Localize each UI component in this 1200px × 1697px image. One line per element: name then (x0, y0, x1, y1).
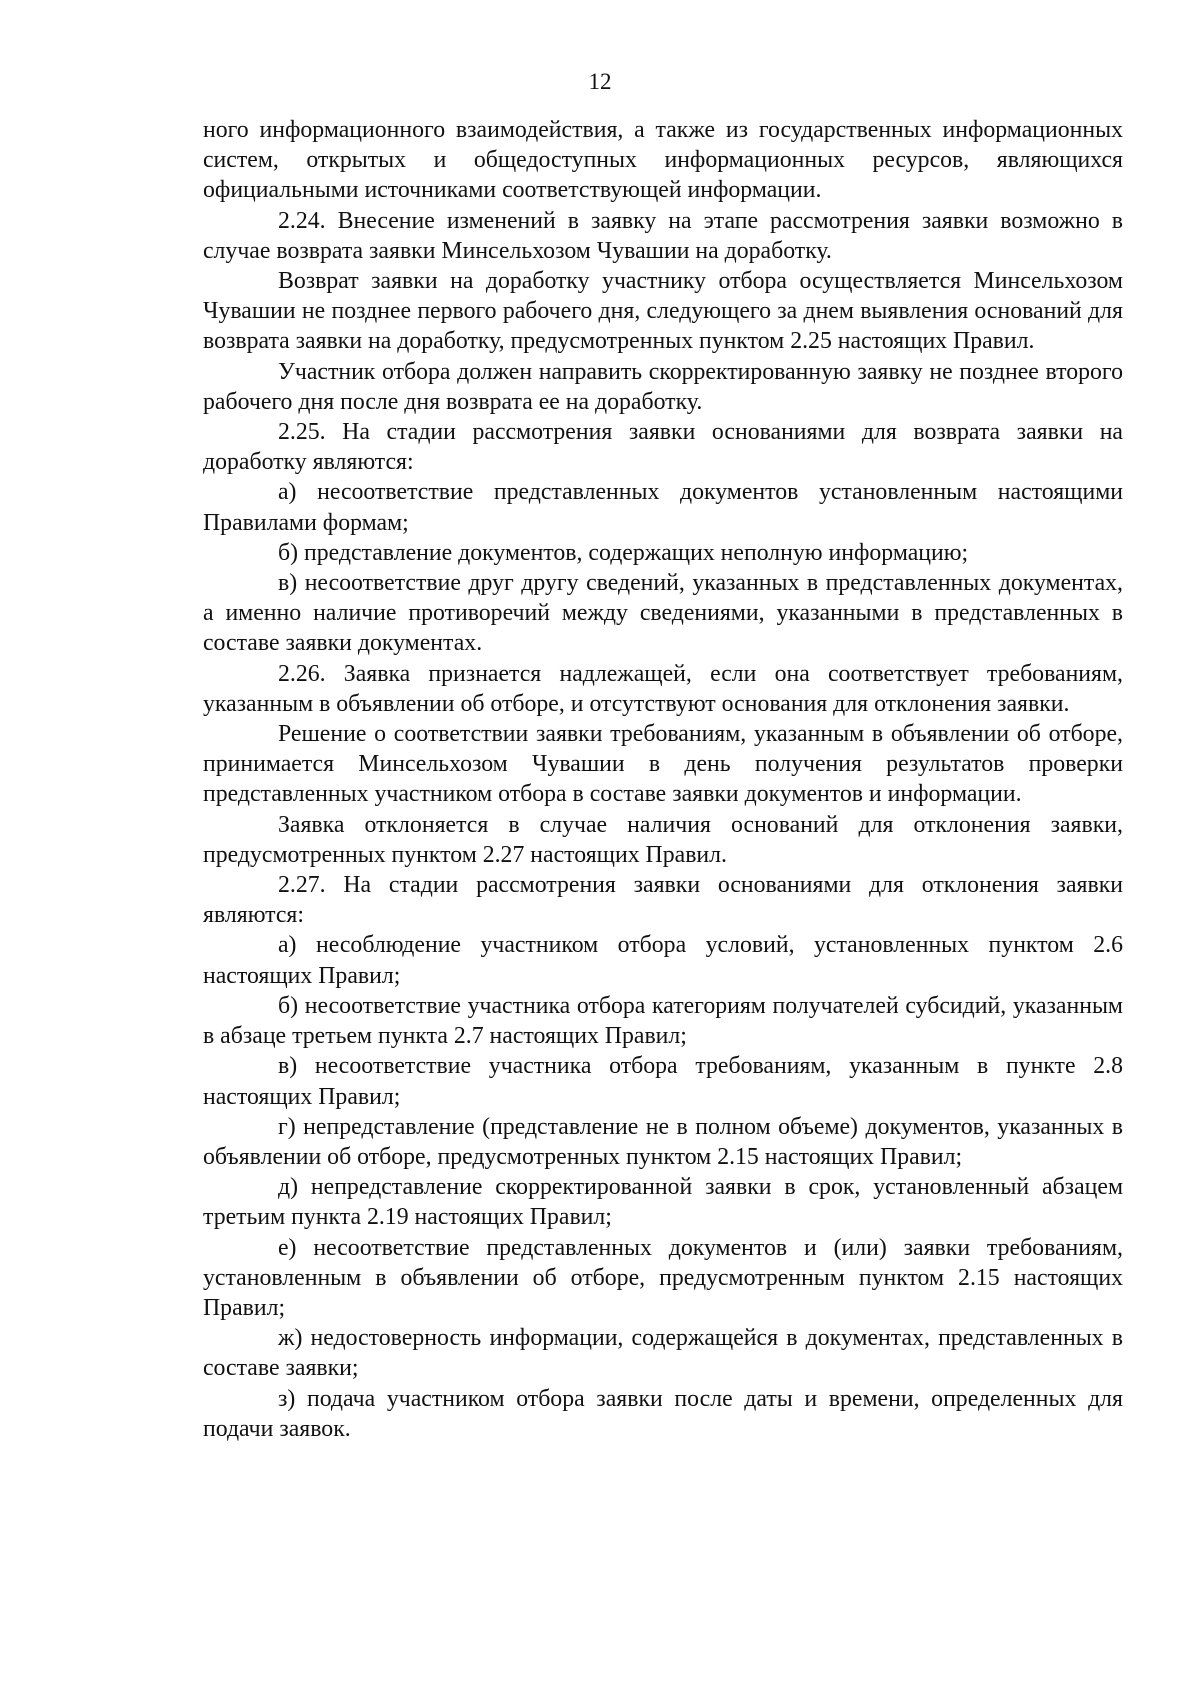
list-item: е) несоответствие представленных документов и (или) заявки требованиям, установленным в объявлении об отборе, предусмотренным пунктом 2.15 настоящих Правил; (203, 1234, 1123, 1321)
paragraph: Возврат заявки на доработку участнику отбора осуществляется Минсельхозом Чувашии не позднее первого рабочего дня, следующего за днем выявления оснований для возврата заявки на доработку, предусмотренных пунктом 2.25 настоящих Правил. (203, 268, 1123, 355)
list-item: в) несоответствие друг другу сведений, указанных в представленных документах, а именно наличие противоречий между сведениями, указанными в представленных в составе заявки документах. (203, 570, 1123, 657)
paragraph: Участник отбора должен направить скорректированную заявку не позднее второго рабочего дня после дня возврата ее на доработку. (203, 358, 1123, 415)
paragraph-2-27: 2.27. На стадии рассмотрения заявки основаниями для отклонения заявки являются: (203, 872, 1123, 929)
paragraph-2-24: 2.24. Внесение изменений в заявку на этапе рассмотрения заявки возможно в случае возврата заявки Минсельхозом Чувашии на доработку. (203, 207, 1123, 264)
list-item: а) несоблюдение участником отбора условий, установленных пунктом 2.6 настоящих Правил; (203, 932, 1123, 989)
list-item: а) несоответствие представленных документов установленным настоящими Правилами формам; (203, 479, 1123, 536)
list-item: д) непредставление скорректированной заявки в срок, установленный абзацем третьим пункта 2.19 настоящих Правил; (203, 1174, 1123, 1231)
list-item: г) непредставление (представление не в полном объеме) документов, указанных в объявлении об отборе, предусмотренных пунктом 2.15 настоящих Правил; (203, 1113, 1123, 1170)
paragraph: ного информационного взаимодействия, а также из государственных информационных систем, открытых и общедоступных информационных ресурсов, являющихся официальными источниками соответствующей информации. (203, 117, 1123, 204)
paragraph-2-26: 2.26. Заявка признается надлежащей, если она соответствует требованиям, указанным в объявлении об отборе, и отсутствуют основания для отклонения заявки. (203, 660, 1123, 717)
list-item: з) подача участником отбора заявки после даты и времени, определенных для подачи заявок. (203, 1385, 1123, 1442)
paragraph-2-25: 2.25. На стадии рассмотрения заявки основаниями для возврата заявки на доработку являются: (203, 419, 1123, 476)
list-item: в) несоответствие участника отбора требованиям, указанным в пункте 2.8 настоящих Правил; (203, 1053, 1123, 1110)
list-item: б) представление документов, содержащих неполную информацию; (278, 539, 969, 566)
paragraph: Решение о соответствии заявки требованиям, указанным в объявлении об отборе, принимается Минсельхозом Чувашии в день получения результатов проверки представленных участником отбора в составе заявки документов и информации. (203, 721, 1123, 808)
document-body (203, 115, 1123, 1444)
page-number: 12 (588, 69, 612, 94)
list-item: б) несоответствие участника отбора категориям получателей субсидий, указанным в абзаце третьем пункта 2.7 настоящих Правил; (203, 992, 1123, 1050)
list-item: ж) недостоверность информации, содержащейся в документах, представленных в составе заявки; (203, 1325, 1123, 1382)
paragraph: Заявка отклоняется в случае наличия оснований для отклонения заявки, предусмотренных пунктом 2.27 настоящих Правил. (203, 811, 1123, 868)
